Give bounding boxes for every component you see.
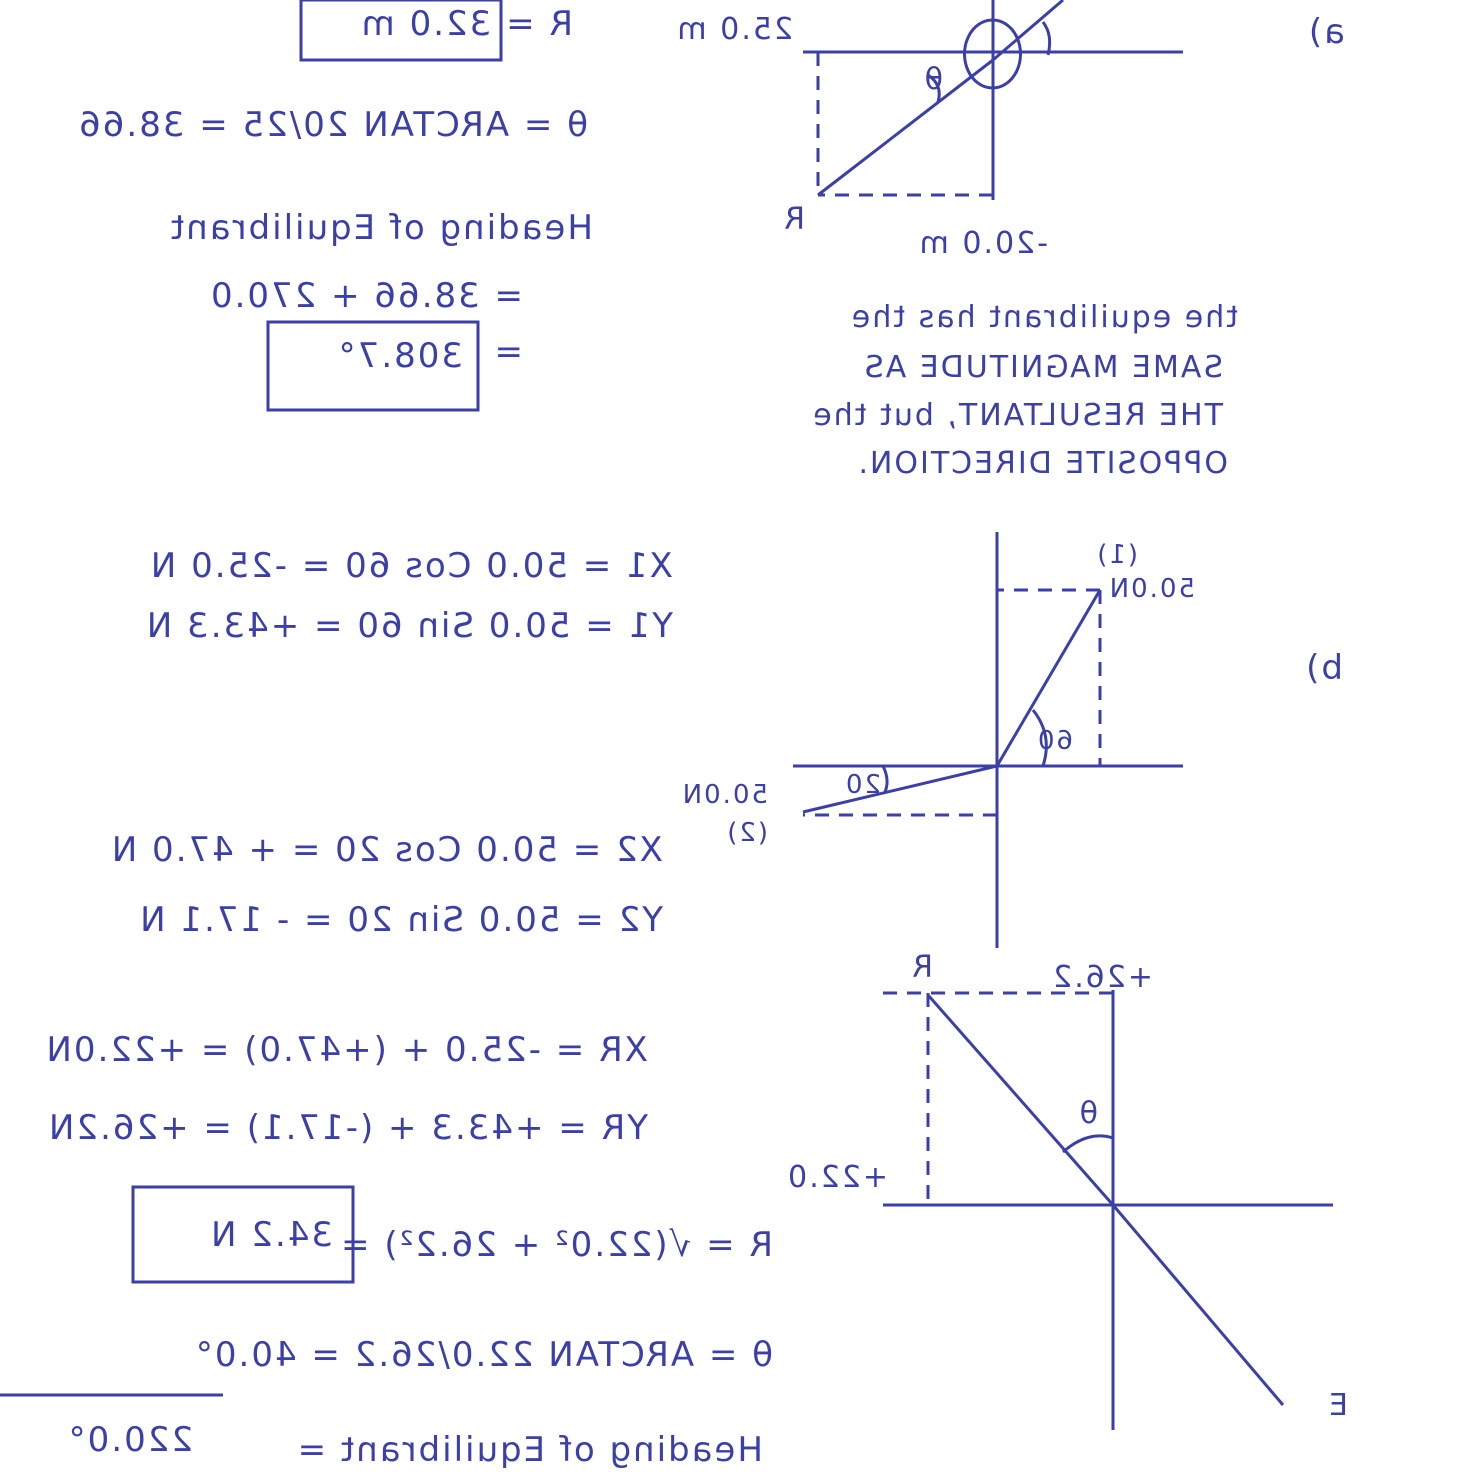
diagram-theta-label: θ bbox=[1077, 1096, 1098, 1131]
angle-20-label: 20 bbox=[843, 770, 881, 800]
diagram-y-label: +26.2 bbox=[1051, 960, 1153, 995]
vector-2-label: 50.0N bbox=[680, 780, 768, 810]
diagram-e-label: E bbox=[1327, 1388, 1348, 1423]
part-a-r-line: R = 32.0 m bbox=[359, 4, 573, 44]
diagram-x-label: +22.0 bbox=[786, 1160, 888, 1195]
part-a-dx-label: 25.0 m bbox=[675, 12, 793, 47]
diagram-resultant bbox=[883, 990, 1333, 1430]
diagram-a-resultant bbox=[818, 60, 993, 195]
note-line-4: OPPOSITE DIRECTION. bbox=[856, 446, 1228, 481]
diagram-r-label: R bbox=[910, 950, 933, 985]
y2-equation: Y2 = 50.0 Sin 20 = - 17.1 N bbox=[138, 900, 663, 940]
diagram-a-heading-arc bbox=[1043, 22, 1050, 55]
part-b-label: b) bbox=[1304, 648, 1343, 688]
part-a-vec-label: R bbox=[782, 202, 805, 237]
x2-equation: X2 = 50.0 Cos 20 = + 47.0 N bbox=[109, 830, 663, 870]
r-result: 34.2 N bbox=[209, 1215, 333, 1255]
heading-b-equation: Heading of Equilibrant = bbox=[295, 1430, 763, 1470]
part-a-angle-label: θ bbox=[922, 62, 943, 97]
heading-b-result: 220.0° bbox=[66, 1420, 193, 1460]
yr-equation: YR = +43.3 + (-17.1) = +26.2N bbox=[46, 1108, 648, 1148]
y1-equation: Y1 = 50.0 Sin 60 = +43.3 N bbox=[144, 606, 673, 646]
angle-60-label: 60 bbox=[1035, 726, 1073, 756]
part-a-heading-sum: = 38.66 + 270.0 bbox=[208, 276, 523, 316]
theta-b-equation: θ = ARCTAN 22.0/26.2 = 40.0° bbox=[193, 1335, 773, 1375]
note-line-3: THE RESULTANT, but the bbox=[811, 398, 1223, 433]
diagram-r-equilibrant bbox=[1113, 1205, 1283, 1405]
x1-equation: X1 = 50.0 Cos 60 = -25.0 N bbox=[148, 546, 673, 586]
note-line-1: the equilibrant has the bbox=[849, 300, 1238, 335]
part-a-dy-label: -20.0 m bbox=[917, 226, 1048, 261]
part-a-heading-title: Heading of Equilibrant bbox=[168, 208, 593, 248]
diagram-r-theta-arc bbox=[1063, 1136, 1113, 1152]
diagram-b-vector-2 bbox=[803, 766, 997, 812]
part-a-theta-equation: θ = ARCTAN 20/25 = 38.66 bbox=[77, 105, 588, 145]
part-a-heading-result: 308.7° bbox=[336, 336, 463, 376]
r-equation: R = √(22.0² + 26.2²) = bbox=[339, 1225, 773, 1265]
part-a-label: a) bbox=[1306, 12, 1345, 52]
vector-2-mark: (2) bbox=[725, 818, 768, 848]
diagram-a bbox=[803, 0, 1183, 200]
xr-equation: XR = -25.0 + (+47.0) = +22.0N bbox=[44, 1030, 648, 1070]
vector-1-mark: (1) bbox=[1095, 540, 1138, 570]
diagram-b-angle-20-arc bbox=[883, 766, 887, 792]
part-a-heading-eq-sign: = bbox=[492, 332, 523, 372]
vector-1-label: 50.0N bbox=[1107, 574, 1195, 604]
note-line-2: SAME MAGNITUDE AS bbox=[862, 350, 1223, 385]
